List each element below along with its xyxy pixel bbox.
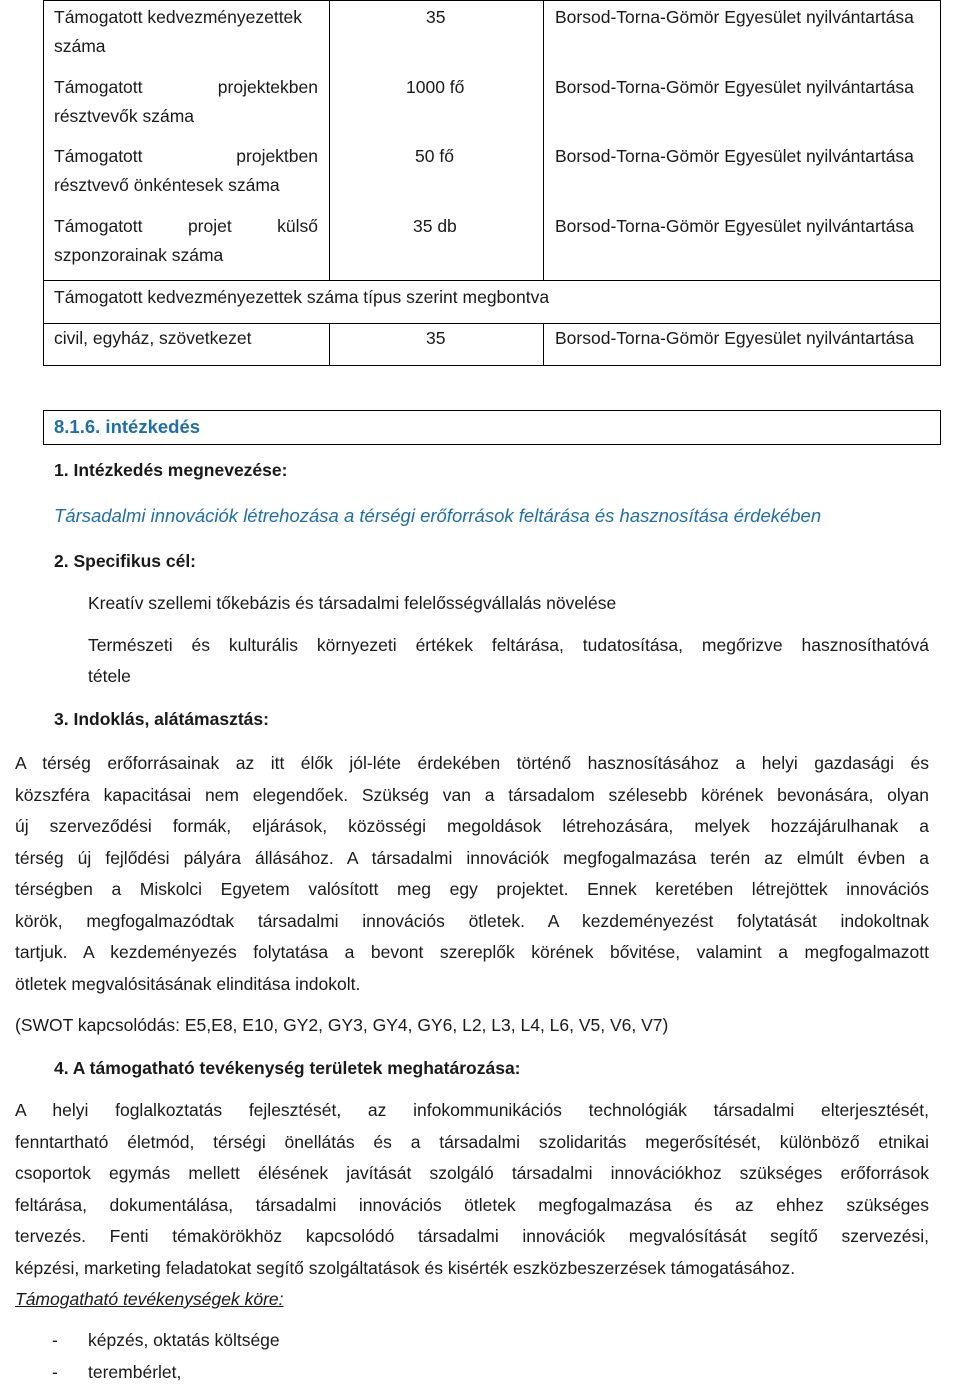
list-bullet: - <box>52 1330 58 1350</box>
activities-title: Támogatható tevékenységek köre: <box>15 1289 284 1309</box>
table-row-source: Borsod-Torna-Gömör Egyesület nyilvántartása <box>555 77 914 97</box>
table-border-bottom <box>43 365 941 366</box>
list-item: terembérlet, <box>88 1362 182 1382</box>
heading-supported-areas: 4. A támogatható tevékenység területek meghatározása: <box>54 1058 521 1078</box>
table-divider-1 <box>329 0 330 281</box>
justification-paragraph: A térség erőforrásainak az itt élők jól-léte érdekében történő hasznosításához a helyi gazdasági és közszféra kapacitásai nem elegendőek. Szükség van a társadalom szélesebb körének bevonására, olyan új szerveződési formák, eljárások, közösségi megoldások létrehozására, melyek hozzájárulhanak a térség új fejlődési pályára állásához. A társadalmi innovációk megfogalmazása terén az elmúlt évben a térségben a Miskolci Egyetem valósított meg egy projektet. Ennek keretében létrejöttek innovációs körök, megfogalmazódtak társadalmi innovációs ötletek. A kezdeményezést folytatását indokoltnak tartjuk. A kezdeményezés folytatása a bevont szereplők körének bővitése, valamint a megfogalmazott ötletek megvalósitásának elinditása indokolt. <box>15 753 929 994</box>
table-border-top <box>43 0 941 1</box>
swot-reference: (SWOT kapcsolódás: E5,E8, E10, GY2, GY3, GY4, GY6, L2, L3, L4, L6, V5, V6, V7) <box>15 1015 669 1035</box>
heading-specific-goal: 2. Specifikus cél: <box>54 551 197 571</box>
list-item: képzés, oktatás költsége <box>88 1330 280 1350</box>
goal-item-continuation: tétele <box>88 666 131 686</box>
measure-name: Társadalmi innovációk létrehozása a térségi erőforrások feltárása és hasznosítása érdekében <box>54 505 822 526</box>
table-row-value: 50 fő <box>415 146 454 166</box>
table-breakdown-source: Borsod-Torna-Gömör Egyesület nyilvántartása <box>555 328 914 348</box>
table-border-left <box>43 0 44 366</box>
table-row-source: Borsod-Torna-Gömör Egyesület nyilvántartása <box>555 7 914 27</box>
table-row-source: Borsod-Torna-Gömör Egyesület nyilvántartása <box>555 146 914 166</box>
table-border-right <box>940 0 941 366</box>
table-row-source: Borsod-Torna-Gömör Egyesület nyilvántartása <box>555 216 914 236</box>
heading-measure-name: 1. Intézkedés megnevezése: <box>54 460 288 480</box>
goal-item: Természeti és kulturális környezeti értékek feltárása, tudatosítása, megőrizve hasznosíthatóvá <box>88 635 929 655</box>
table-breakdown-label: civil, egyház, szövetkezet <box>54 328 252 348</box>
heading-justification: 3. Indoklás, alátámasztás: <box>54 709 269 729</box>
table-divider-2 <box>543 0 544 281</box>
table-row-value: 1000 fő <box>406 77 465 97</box>
table-breakdown-title: Támogatott kedvezményezettek száma típus szerint megbontva <box>54 287 550 307</box>
table-row-label: Támogatott projet külső szponzorainak száma <box>54 216 318 265</box>
table-row-label: Támogatott projektben résztvevő önkéntesek száma <box>54 146 318 195</box>
section-title: 8.1.6. intézkedés <box>54 416 201 437</box>
table-row-label: Támogatott kedvezményezettek száma <box>54 7 303 56</box>
table-divider-breakdown-2 <box>543 323 544 366</box>
table-divider-breakdown-1 <box>329 323 330 366</box>
goal-item: Kreatív szellemi tőkebázis és társadalmi felelősségvállalás növelése <box>88 593 617 613</box>
table-breakdown-value: 35 <box>426 328 446 348</box>
supported-areas-paragraph: A helyi foglalkoztatás fejlesztését, az infokommunikációs technológiák társadalmi elterjesztését, fenntartható életmód, térségi önellátás és a társadalmi szolidaritás megerősítését, különböző etnikai csoportok egymás mellett élésének javítását szolgáló társadalmi innovációkhoz szükséges erőforrások feltárása, dokumentálása, társadalmi innovációs ötletek megfogalmazása és az ehhez szükséges tervezés. Fenti témakörökhöz kapcsolódó társadalmi innovációk megvalósítását segítő szervezési, képzési, marketing feladatokat segítő szolgáltatások és kisérték eszközbeszerzések támogatásához. <box>15 1100 929 1278</box>
table-row-label: Támogatott projektekben résztvevők száma <box>54 77 318 126</box>
table-row-value: 35 <box>426 7 446 27</box>
list-bullet: - <box>52 1362 58 1382</box>
table-border-row4-bottom <box>43 280 941 281</box>
table-row-value: 35 db <box>413 216 457 236</box>
